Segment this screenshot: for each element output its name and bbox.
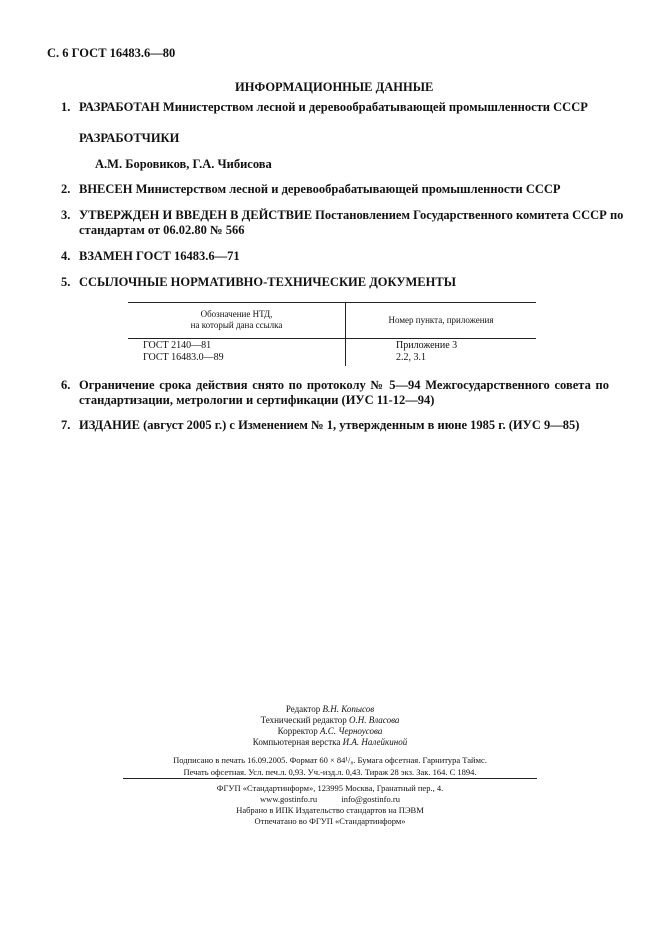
page-header: С. 6 ГОСТ 16483.6—80 [47,46,176,60]
imprint-contacts [110,794,550,804]
imprint-editor-name: В.Н. Копысов [322,704,375,714]
table-row-2-clause: 2.2, 3.1 [396,352,426,363]
imprint-tech-editor-name: О.Н. Власова [349,715,400,725]
imprint-editor-label: Редактор [285,704,321,714]
developers-label: РАЗРАБОТЧИКИ [79,131,180,145]
item-2-text: ВНЕСЕН Министерством лесной и деревообрабатывающей промышленности СССР [79,182,561,196]
table-row-1-doc: ГОСТ 2140—81 [143,340,212,351]
imprint-publisher-line: ФГУП «Стандартинформ», 123995 Москва, Гранатный пер., 4. [216,783,444,793]
imprint-layout-name: И.А. Налейкиной [342,737,408,747]
imprint-layout-label: Компьютерная верстка [252,737,341,747]
item-3-line-1: УТВЕРЖДЕН И ВВЕДЕН В ДЕЙСТВИЕ Постановлением Государственного комитета СССР по [79,208,624,222]
imprint-tech-editor [130,715,530,725]
table-top-rule [128,302,536,303]
imprint-print-line-1: Подписано в печать 16.09.2005. Формат 60 × 84¹/₈. Бумага офсетная. Гарнитура Таймс. [173,755,487,765]
item-1-text: РАЗРАБОТАН Министерством лесной и деревообрабатывающей промышленности СССР [79,100,588,114]
table-header-rule [128,338,536,339]
item-4-number: 4. [61,249,71,263]
imprint-email: info@gostinfo.ru [341,794,400,804]
imprint-layout [130,737,530,747]
item-5-number: 5. [61,275,71,289]
imprint-corrector-name: А.С. Черноусова [320,726,383,736]
table-col2-header: Номер пункта, приложения [388,315,494,325]
imprint-corrector-label: Корректор [277,726,318,736]
item-2-number: 2. [61,182,71,196]
developers-names: А.М. Боровиков, Г.А. Чибисова [95,157,272,171]
section-title: ИНФОРМАЦИОННЫЕ ДАННЫЕ [235,80,434,94]
table-col1-header-line1: Обозначение НТД, [200,309,273,319]
item-1-number: 1. [61,100,71,114]
item-6-line-1: Ограничение срока действия снято по протоколу № 5—94 Межгосударственного совета по [79,378,609,392]
item-3-line-2: стандартам от 06.02.80 № 566 [79,223,245,237]
item-7-number: 7. [61,418,71,432]
table-row-2-doc: ГОСТ 16483.0—89 [143,352,224,363]
item-6-line-2: стандартизации, метрологии и сертификации (ИУС 11-12—94) [79,393,435,407]
table-column-divider [345,302,346,366]
imprint-editor [130,704,530,714]
item-5-text: ССЫЛОЧНЫЕ НОРМАТИВНО-ТЕХНИЧЕСКИЕ ДОКУМЕНТЫ [79,275,456,289]
item-6-number: 6. [61,378,71,392]
imprint-tech-editor-label: Технический редактор [260,715,347,725]
imprint-corrector [130,726,530,736]
imprint-printed-line: Отпечатано во ФГУП «Стандартинформ» [254,816,406,826]
item-4-text: ВЗАМЕН ГОСТ 16483.6—71 [79,249,240,263]
imprint-website: www.gostinfo.ru [260,794,318,804]
item-7-text: ИЗДАНИЕ (август 2005 г.) с Изменением № 1, утвержденным в июне 1985 г. (ИУС 9—85) [79,418,580,432]
table-row-1-clause: Приложение 3 [396,340,458,351]
item-3-number: 3. [61,208,71,222]
table-col1-header-line2: на который дана ссылка [190,320,283,330]
imprint-typeset-line: Набрано в ИПК Издательство стандартов на ПЭВМ [236,805,424,815]
imprint-print-line-2: Печать офсетная. Усл. печ.л. 0,93. Уч.-изд.л. 0,43. Тираж 28 экз. Зак. 164. С 1894. [183,767,477,777]
imprint-rule [123,778,537,779]
